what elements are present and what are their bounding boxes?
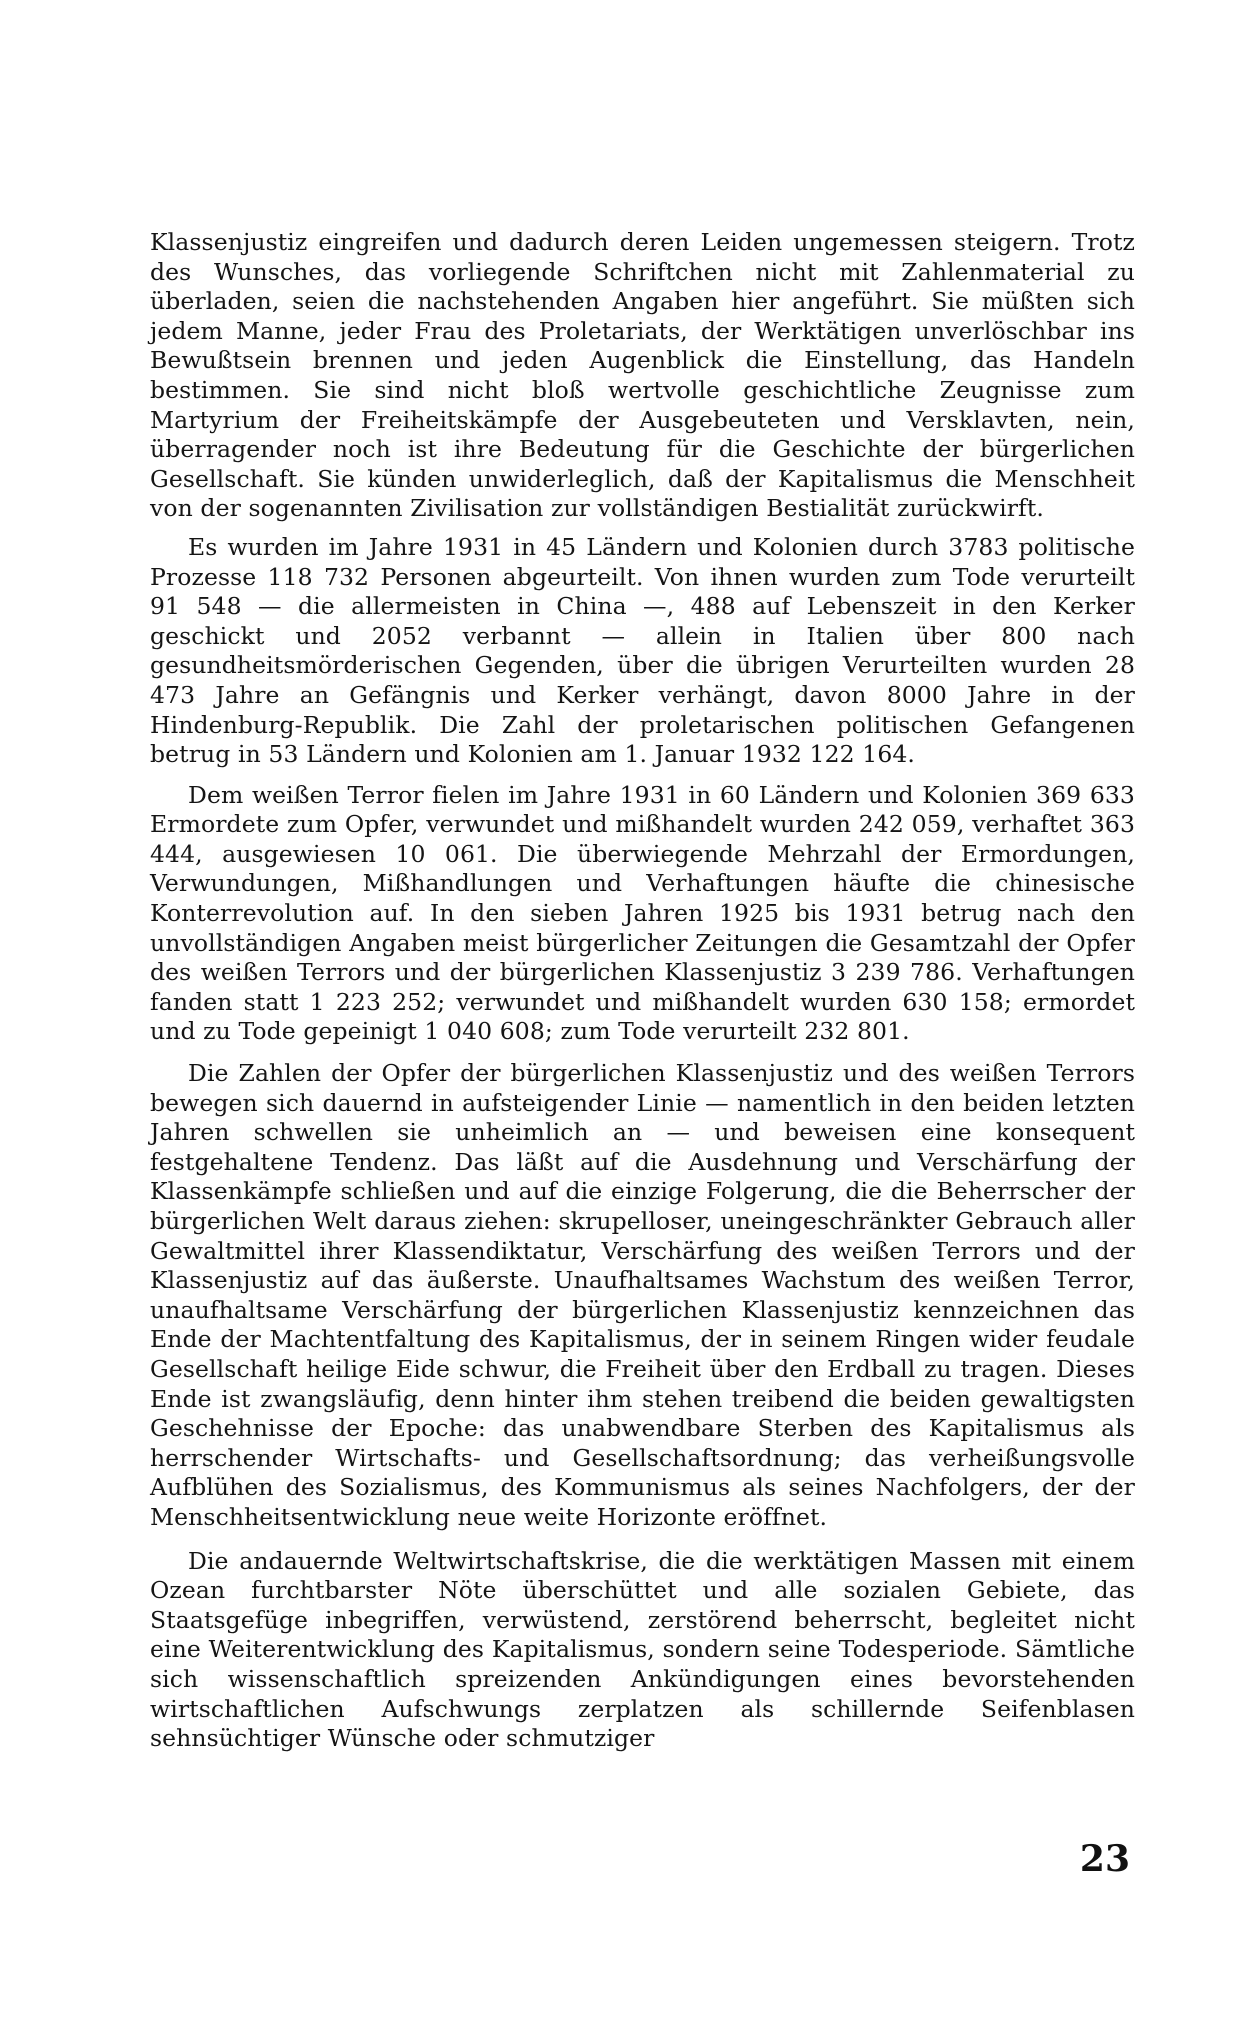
- page-number: 23: [1079, 1838, 1130, 1880]
- paragraph-5: Die andauernde Weltwirtschaftskrise, die die werktätigen Massen mit einem Ozean furchtbarster Nöte überschüttet und alle sozialen Gebiete, das Staatsgefüge inbegriffen, verwüstend, zerstörend beherrscht, begleitet nicht eine Weiterentwicklung des Kapitalismus, sondern seine Todesperiode. Sämtliche sich wissenschaftlich spreizenden Ankündigungen eines bevorstehenden wirtschaftlichen Aufschwungs zerplatzen als schillernde Seifenblasen sehnsüchtiger Wünsche oder schmutziger: [150, 1546, 1135, 1753]
- paragraph-2: Es wurden im Jahre 1931 in 45 Ländern und Kolonien durch 3783 politische Prozesse 118 732 Personen abgeurteilt. Von ihnen wurden zum Tode verurteilt 91 548 — die allermeisten in China —, 488 auf Lebenszeit in den Kerker geschickt und 2052 verbannt — allein in Italien über 800 nach gesundheitsmörderischen Gegenden, über die übrigen Verurteilten wurden 28 473 Jahre an Gefängnis und Kerker verhängt, davon 8000 Jahre in der Hindenburg-Republik. Die Zahl der proletarischen politischen Gefangenen betrug in 53 Ländern und Kolonien am 1. Januar 1932 122 164.: [150, 532, 1135, 769]
- paragraph-4: Die Zahlen der Opfer der bürgerlichen Klassenjustiz und des weißen Terrors bewegen sich dauernd in aufsteigender Linie — namentlich in den beiden letzten Jahren schwellen sie unheimlich an — und beweisen eine konsequent festgehaltene Tendenz. Das läßt auf die Ausdehnung und Verschärfung der Klassenkämpfe schließen und auf die einzige Folgerung, die die Beherrscher der bürgerlichen Welt daraus ziehen: skrupelloser, uneingeschränkter Gebrauch aller Gewaltmittel ihrer Klassendiktatur, Verschärfung des weißen Terrors und der Klassenjustiz auf das äußerste. Unaufhaltsames Wachstum des weißen Terror, unaufhaltsame Verschärfung der bürgerlichen Klassenjustiz kennzeichnen das Ende der Machtentfaltung des Kapitalismus, der in seinem Ringen wider feudale Gesellschaft heilige Eide schwur, die Freiheit über den Erdball zu tragen. Dieses Ende ist zwangsläufig, denn hinter ihm stehen treibend die beiden gewaltigsten Geschehnisse der Epoche: das unabwendbare Sterben des Kapitalismus als herrschender Wirtschafts- und Gesellschaftsordnung; das verheißungsvolle Aufblühen des Sozialismus, des Kommunismus als seines Nachfolgers, der der Menschheitsentwicklung neue weite Horizonte eröffnet.: [150, 1059, 1135, 1531]
- paragraph-1: Klassenjustiz eingreifen und dadurch deren Leiden ungemessen steigern. Trotz des Wunsches, das vorliegende Schriftchen nicht mit Zahlenmaterial zu überladen, seien die nachstehenden Angaben hier angeführt. Sie müßten sich jedem Manne, jeder Frau des Proletariats, der Werktätigen unverlöschbar ins Bewußtsein brennen und jeden Augenblick die Einstellung, das Handeln bestimmen. Sie sind nicht bloß wertvolle geschichtliche Zeugnisse zum Martyrium der Freiheitskämpfe der Ausgebeuteten und Versklavten, nein, überragender noch ist ihre Bedeutung für die Geschichte der bürgerlichen Gesellschaft. Sie künden unwiderleglich, daß der Kapitalismus die Menschheit von der sogenannten Zivilisation zur vollständigen Bestialität zurückwirft.: [150, 228, 1135, 523]
- body-text: [150, 228, 1135, 1754]
- paragraph-3: Dem weißen Terror fielen im Jahre 1931 in 60 Ländern und Kolonien 369 633 Ermordete zum Opfer, verwundet und mißhandelt wurden 242 059, verhaftet 363 444, ausgewiesen 10 061. Die überwiegende Mehrzahl der Ermordungen, Verwundungen, Mißhandlungen und Verhaftungen häufte die chinesische Konterrevolution auf. In den sieben Jahren 1925 bis 1931 betrug nach den unvollständigen Angaben meist bürgerlicher Zeitungen die Gesamtzahl der Opfer des weißen Terrors und der bürgerlichen Klassenjustiz 3 239 786. Verhaftungen fanden statt 1 223 252; verwundet und mißhandelt wurden 630 158; ermordet und zu Tode gepeinigt 1 040 608; zum Tode verurteilt 232 801.: [150, 780, 1135, 1046]
